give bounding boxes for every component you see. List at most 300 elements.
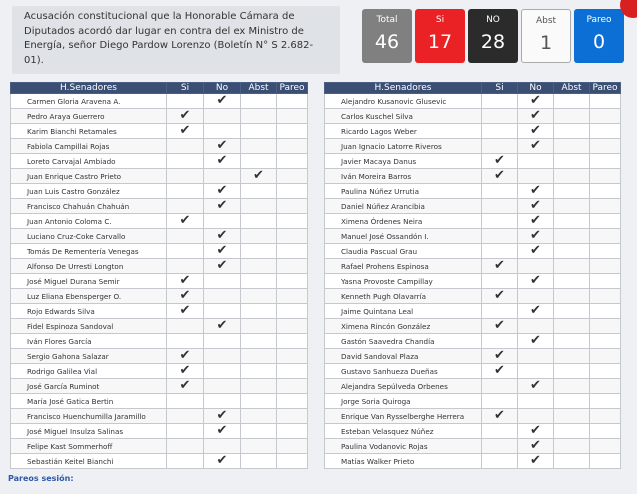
vote-cell-abst bbox=[554, 124, 590, 139]
vote-cell-no bbox=[518, 214, 554, 229]
vote-cell-pareo bbox=[277, 244, 308, 259]
vote-cell-si bbox=[482, 349, 518, 364]
vote-cell-pareo bbox=[590, 394, 621, 409]
check-icon: ✔ bbox=[494, 363, 505, 378]
vote-cell-abst bbox=[241, 409, 277, 424]
tally-pareo-label: Pareo bbox=[586, 15, 612, 25]
vote-cell-no bbox=[204, 154, 241, 169]
senator-name: David Sandoval Plaza bbox=[325, 349, 482, 364]
vote-cell-pareo bbox=[277, 394, 308, 409]
senator-name: Sebastián Keitel Bianchi bbox=[11, 454, 167, 469]
senator-name: Javier Macaya Danus bbox=[325, 154, 482, 169]
senator-name: Paulina Vodanovic Rojas bbox=[325, 439, 482, 454]
tally-abst-value: 1 bbox=[539, 32, 553, 54]
col-no: No bbox=[204, 83, 241, 94]
vote-cell-no bbox=[204, 124, 241, 139]
vote-cell-no bbox=[204, 214, 241, 229]
vote-cell-no bbox=[204, 439, 241, 454]
vote-cell-pareo bbox=[277, 439, 308, 454]
check-icon: ✔ bbox=[530, 198, 541, 213]
table-row bbox=[11, 124, 308, 139]
vote-cell-si bbox=[482, 364, 518, 379]
vote-cell-si bbox=[167, 259, 204, 274]
vote-cell-no bbox=[204, 94, 241, 109]
table-header-row bbox=[325, 83, 621, 94]
vote-cell-abst bbox=[241, 199, 277, 214]
vote-cell-no bbox=[204, 289, 241, 304]
senator-name: Alfonso De Urresti Longton bbox=[11, 259, 167, 274]
senator-name: Ximena Rincón González bbox=[325, 319, 482, 334]
vote-cell-pareo bbox=[590, 124, 621, 139]
vote-cell-pareo bbox=[590, 379, 621, 394]
vote-cell-abst bbox=[554, 304, 590, 319]
table-row bbox=[325, 304, 621, 319]
vote-cell-pareo bbox=[277, 199, 308, 214]
vote-cell-no bbox=[518, 154, 554, 169]
vote-cell-abst bbox=[554, 259, 590, 274]
vote-cell-abst bbox=[554, 244, 590, 259]
col-pareo: Pareo bbox=[590, 83, 621, 94]
check-icon: ✔ bbox=[494, 153, 505, 168]
check-icon: ✔ bbox=[179, 288, 191, 303]
vote-cell-si bbox=[167, 274, 204, 289]
vote-cell-no bbox=[204, 244, 241, 259]
vote-cell-abst bbox=[241, 424, 277, 439]
check-icon: ✔ bbox=[530, 243, 541, 258]
table-row bbox=[11, 109, 308, 124]
vote-cell-no bbox=[204, 424, 241, 439]
vote-cell-no bbox=[518, 379, 554, 394]
check-icon: ✔ bbox=[216, 153, 228, 168]
vote-cell-no bbox=[518, 394, 554, 409]
senator-name: Enrique Van Rysselberghe Herrera bbox=[325, 409, 482, 424]
vote-cell-abst bbox=[554, 319, 590, 334]
vote-cell-si bbox=[167, 379, 204, 394]
check-icon: ✔ bbox=[530, 273, 541, 288]
vote-cell-no bbox=[204, 139, 241, 154]
vote-cell-si bbox=[482, 124, 518, 139]
senator-name: Ricardo Lagos Weber bbox=[325, 124, 482, 139]
vote-cell-pareo bbox=[590, 109, 621, 124]
vote-cell-si bbox=[482, 379, 518, 394]
vote-cell-si bbox=[482, 139, 518, 154]
senator-name: Matías Walker Prieto bbox=[325, 454, 482, 469]
check-icon: ✔ bbox=[494, 168, 505, 183]
senator-name: Tomás De Rementería Venegas bbox=[11, 244, 167, 259]
col-no: No bbox=[518, 83, 554, 94]
senator-name: Ximena Órdenes Neira bbox=[325, 214, 482, 229]
table-row bbox=[325, 394, 621, 409]
vote-cell-si bbox=[482, 319, 518, 334]
vote-cell-no bbox=[518, 124, 554, 139]
table-row bbox=[325, 439, 621, 454]
senator-name: Rafael Prohens Espinosa bbox=[325, 259, 482, 274]
col-abst: Abst bbox=[554, 83, 590, 94]
check-icon: ✔ bbox=[530, 228, 541, 243]
vote-cell-abst bbox=[554, 214, 590, 229]
vote-cell-si bbox=[482, 289, 518, 304]
vote-cell-no bbox=[518, 289, 554, 304]
vote-cell-abst bbox=[241, 94, 277, 109]
check-icon: ✔ bbox=[216, 93, 228, 108]
vote-cell-abst bbox=[241, 334, 277, 349]
table-header-row bbox=[11, 83, 308, 94]
senator-name: Felipe Kast Sommerhoff bbox=[11, 439, 167, 454]
table-row bbox=[11, 379, 308, 394]
vote-cell-si bbox=[482, 409, 518, 424]
senator-name: José García Ruminot bbox=[11, 379, 167, 394]
check-icon: ✔ bbox=[530, 123, 541, 138]
table-row bbox=[11, 184, 308, 199]
senator-name: Sergio Gahona Salazar bbox=[11, 349, 167, 364]
vote-cell-abst bbox=[241, 379, 277, 394]
table-row bbox=[325, 154, 621, 169]
table-row bbox=[11, 199, 308, 214]
vote-cell-abst bbox=[554, 349, 590, 364]
vote-cell-no bbox=[518, 94, 554, 109]
table-row bbox=[11, 304, 308, 319]
vote-cell-pareo bbox=[277, 409, 308, 424]
table-row bbox=[325, 139, 621, 154]
senator-name: Juan Antonio Coloma C. bbox=[11, 214, 167, 229]
motion-description: Acusación constitucional que la Honorable Cámara de Diputados acordó dar lugar en contra del ex Ministro de Energía, señor Diego Pardow Lorenzo (Boletín N° S 2.682-01). bbox=[12, 6, 340, 74]
senator-name: Carlos Kuschel Silva bbox=[325, 109, 482, 124]
check-icon: ✔ bbox=[216, 423, 228, 438]
vote-cell-no bbox=[204, 229, 241, 244]
table-row bbox=[325, 364, 621, 379]
vote-cell-no bbox=[518, 364, 554, 379]
tally-si-label: Si bbox=[435, 15, 445, 25]
vote-cell-pareo bbox=[277, 184, 308, 199]
vote-cell-si bbox=[482, 94, 518, 109]
vote-cell-si bbox=[167, 94, 204, 109]
vote-cell-no bbox=[204, 364, 241, 379]
table-row bbox=[11, 349, 308, 364]
vote-cell-si bbox=[482, 109, 518, 124]
vote-cell-si bbox=[167, 424, 204, 439]
vote-cell-pareo bbox=[590, 319, 621, 334]
vote-cell-si bbox=[482, 259, 518, 274]
vote-cell-pareo bbox=[277, 229, 308, 244]
vote-cell-no bbox=[518, 109, 554, 124]
table-row bbox=[11, 259, 308, 274]
vote-cell-pareo bbox=[277, 319, 308, 334]
vote-cell-abst bbox=[241, 139, 277, 154]
vote-cell-pareo bbox=[277, 304, 308, 319]
vote-cell-si bbox=[167, 304, 204, 319]
check-icon: ✔ bbox=[179, 363, 191, 378]
senator-name: Yasna Provoste Campillay bbox=[325, 274, 482, 289]
vote-cell-pareo bbox=[277, 109, 308, 124]
senator-name: Luciano Cruz-Coke Carvallo bbox=[11, 229, 167, 244]
vote-cell-no bbox=[204, 319, 241, 334]
vote-cell-abst bbox=[554, 199, 590, 214]
senator-name: José Miguel Insulza Salinas bbox=[11, 424, 167, 439]
check-icon: ✔ bbox=[216, 243, 228, 258]
vote-cell-pareo bbox=[590, 184, 621, 199]
vote-cell-si bbox=[167, 124, 204, 139]
check-icon: ✔ bbox=[530, 303, 541, 318]
table-row bbox=[11, 394, 308, 409]
vote-cell-pareo bbox=[590, 439, 621, 454]
vote-cell-si bbox=[482, 439, 518, 454]
check-icon: ✔ bbox=[530, 183, 541, 198]
vote-cell-si bbox=[167, 349, 204, 364]
vote-cell-si bbox=[167, 409, 204, 424]
senator-name: Daniel Núñez Arancibia bbox=[325, 199, 482, 214]
table-row bbox=[325, 229, 621, 244]
table-row bbox=[11, 274, 308, 289]
senator-name: Rojo Edwards Silva bbox=[11, 304, 167, 319]
vote-cell-abst bbox=[554, 109, 590, 124]
senator-name: Alejandra Sepúlveda Orbenes bbox=[325, 379, 482, 394]
vote-cell-abst bbox=[554, 229, 590, 244]
vote-cell-si bbox=[482, 334, 518, 349]
vote-cell-abst bbox=[241, 229, 277, 244]
col-abst: Abst bbox=[241, 83, 277, 94]
table-row bbox=[325, 319, 621, 334]
vote-cell-abst bbox=[241, 259, 277, 274]
senators-table-left bbox=[10, 82, 308, 469]
vote-cell-abst bbox=[241, 154, 277, 169]
vote-cell-no bbox=[518, 439, 554, 454]
senator-name: Alejandro Kusanovic Glusevic bbox=[325, 94, 482, 109]
vote-cell-pareo bbox=[590, 244, 621, 259]
table-row bbox=[11, 364, 308, 379]
col-pareo: Pareo bbox=[277, 83, 308, 94]
check-icon: ✔ bbox=[494, 408, 505, 423]
senator-name: José Miguel Durana Semir bbox=[11, 274, 167, 289]
table-row bbox=[325, 94, 621, 109]
vote-cell-si bbox=[482, 454, 518, 469]
vote-cell-abst bbox=[241, 319, 277, 334]
senator-name: Loreto Carvajal Ambiado bbox=[11, 154, 167, 169]
table-row bbox=[11, 94, 308, 109]
vote-cell-si bbox=[167, 154, 204, 169]
vote-cell-abst bbox=[554, 154, 590, 169]
table-row bbox=[325, 199, 621, 214]
vote-cell-si bbox=[482, 274, 518, 289]
vote-cell-si bbox=[482, 169, 518, 184]
senator-name: Pedro Araya Guerrero bbox=[11, 109, 167, 124]
senator-name: Gastón Saavedra Chandía bbox=[325, 334, 482, 349]
tally-no-value: 28 bbox=[480, 31, 506, 53]
vote-cell-si bbox=[167, 439, 204, 454]
table-row bbox=[11, 214, 308, 229]
vote-cell-pareo bbox=[590, 349, 621, 364]
table-row bbox=[325, 379, 621, 394]
pareos-session-label: Pareos sesión: bbox=[8, 474, 74, 483]
vote-cell-si bbox=[167, 184, 204, 199]
vote-cell-pareo bbox=[590, 289, 621, 304]
check-icon: ✔ bbox=[494, 348, 505, 363]
tally-no-label: NO bbox=[486, 15, 500, 25]
table-row bbox=[325, 424, 621, 439]
check-icon: ✔ bbox=[530, 213, 541, 228]
vote-cell-pareo bbox=[277, 214, 308, 229]
vote-cell-no bbox=[518, 184, 554, 199]
vote-cell-si bbox=[167, 319, 204, 334]
vote-cell-pareo bbox=[590, 199, 621, 214]
vote-cell-pareo bbox=[590, 274, 621, 289]
vote-cell-pareo bbox=[590, 169, 621, 184]
check-icon: ✔ bbox=[216, 183, 228, 198]
check-icon: ✔ bbox=[179, 303, 191, 318]
vote-cell-pareo bbox=[277, 169, 308, 184]
vote-cell-pareo bbox=[277, 139, 308, 154]
vote-cell-abst bbox=[241, 304, 277, 319]
senator-name: Francisco Huenchumilla Jaramillo bbox=[11, 409, 167, 424]
senator-name: Karim Bianchi Retamales bbox=[11, 124, 167, 139]
vote-cell-pareo bbox=[277, 454, 308, 469]
senator-name: Rodrigo Galilea Vial bbox=[11, 364, 167, 379]
senator-name: Iván Flores García bbox=[11, 334, 167, 349]
vote-cell-abst bbox=[554, 424, 590, 439]
table-row bbox=[11, 319, 308, 334]
vote-cell-pareo bbox=[590, 409, 621, 424]
check-icon: ✔ bbox=[179, 213, 191, 228]
check-icon: ✔ bbox=[530, 423, 541, 438]
vote-cell-si bbox=[167, 334, 204, 349]
vote-cell-no bbox=[518, 244, 554, 259]
table-row bbox=[11, 289, 308, 304]
vote-cell-pareo bbox=[277, 364, 308, 379]
senator-name: Fabiola Campillai Rojas bbox=[11, 139, 167, 154]
vote-cell-pareo bbox=[590, 424, 621, 439]
senator-name: Francisco Chahuán Chahuán bbox=[11, 199, 167, 214]
vote-cell-no bbox=[204, 349, 241, 364]
vote-cell-si bbox=[167, 364, 204, 379]
table-row bbox=[325, 409, 621, 424]
senator-name: Claudia Pascual Grau bbox=[325, 244, 482, 259]
senator-name: Jaime Quintana Leal bbox=[325, 304, 482, 319]
vote-cell-no bbox=[518, 274, 554, 289]
col-senators: H.Senadores bbox=[11, 83, 167, 94]
vote-cell-no bbox=[518, 229, 554, 244]
vote-cell-pareo bbox=[277, 94, 308, 109]
vote-cell-no bbox=[518, 349, 554, 364]
vote-cell-no bbox=[518, 409, 554, 424]
table-row bbox=[325, 274, 621, 289]
vote-cell-pareo bbox=[277, 259, 308, 274]
vote-cell-si bbox=[167, 169, 204, 184]
vote-cell-no bbox=[204, 184, 241, 199]
check-icon: ✔ bbox=[216, 453, 228, 468]
table-row bbox=[325, 124, 621, 139]
table-row bbox=[11, 139, 308, 154]
vote-cell-si bbox=[482, 214, 518, 229]
tally-no bbox=[468, 9, 518, 63]
vote-cell-abst bbox=[554, 94, 590, 109]
vote-cell-abst bbox=[554, 274, 590, 289]
vote-cell-si bbox=[482, 244, 518, 259]
vote-cell-pareo bbox=[277, 124, 308, 139]
senator-name: Paulina Núñez Urrutia bbox=[325, 184, 482, 199]
vote-cell-si bbox=[167, 139, 204, 154]
vote-cell-si bbox=[167, 394, 204, 409]
check-icon: ✔ bbox=[530, 333, 541, 348]
table-row bbox=[325, 289, 621, 304]
senator-name: Gustavo Sanhueza Dueñas bbox=[325, 364, 482, 379]
vote-cell-abst bbox=[241, 274, 277, 289]
vote-cell-pareo bbox=[590, 154, 621, 169]
vote-cell-no bbox=[204, 259, 241, 274]
vote-cell-abst bbox=[554, 394, 590, 409]
vote-cell-pareo bbox=[277, 379, 308, 394]
vote-cell-abst bbox=[241, 454, 277, 469]
vote-cell-abst bbox=[554, 289, 590, 304]
senator-name: Luz Eliana Ebensperger O. bbox=[11, 289, 167, 304]
vote-cell-pareo bbox=[590, 139, 621, 154]
table-row bbox=[11, 169, 308, 184]
vote-cell-pareo bbox=[277, 334, 308, 349]
tally-pareo-value: 0 bbox=[592, 31, 606, 53]
vote-cell-pareo bbox=[590, 214, 621, 229]
vote-cell-no bbox=[204, 199, 241, 214]
vote-cell-si bbox=[167, 289, 204, 304]
vote-cell-no bbox=[518, 319, 554, 334]
check-icon: ✔ bbox=[216, 198, 228, 213]
vote-cell-no bbox=[518, 334, 554, 349]
vote-cell-abst bbox=[554, 454, 590, 469]
vote-cell-no bbox=[204, 394, 241, 409]
check-icon: ✔ bbox=[179, 123, 191, 138]
tally-pareo bbox=[574, 9, 624, 63]
table-row bbox=[11, 244, 308, 259]
table-row bbox=[11, 154, 308, 169]
tally-abst bbox=[521, 9, 571, 63]
vote-cell-pareo bbox=[277, 289, 308, 304]
senator-name: Juan Enrique Castro Prieto bbox=[11, 169, 167, 184]
check-icon: ✔ bbox=[530, 108, 541, 123]
tally-total bbox=[362, 9, 412, 63]
vote-cell-no bbox=[518, 139, 554, 154]
check-icon: ✔ bbox=[216, 318, 228, 333]
vote-cell-pareo bbox=[590, 304, 621, 319]
vote-cell-no bbox=[204, 334, 241, 349]
vote-cell-abst bbox=[241, 214, 277, 229]
vote-cell-abst bbox=[241, 349, 277, 364]
tally-total-label: Total bbox=[376, 15, 398, 25]
vote-cell-abst bbox=[241, 169, 277, 184]
check-icon: ✔ bbox=[216, 228, 228, 243]
vote-cell-abst bbox=[241, 394, 277, 409]
tally-total-value: 46 bbox=[374, 31, 400, 53]
senator-name: Jorge Soria Quiroga bbox=[325, 394, 482, 409]
vote-cell-no bbox=[518, 424, 554, 439]
senator-name: Juan Luis Castro González bbox=[11, 184, 167, 199]
vote-cell-si bbox=[482, 394, 518, 409]
vote-cell-pareo bbox=[590, 259, 621, 274]
check-icon: ✔ bbox=[530, 438, 541, 453]
table-row bbox=[11, 229, 308, 244]
vote-cell-abst bbox=[241, 184, 277, 199]
check-icon: ✔ bbox=[179, 108, 191, 123]
check-icon: ✔ bbox=[179, 378, 191, 393]
check-icon: ✔ bbox=[530, 453, 541, 468]
vote-cell-abst bbox=[554, 439, 590, 454]
tally-abst-label: Abst bbox=[535, 16, 557, 26]
vote-cell-pareo bbox=[277, 349, 308, 364]
vote-cell-si bbox=[167, 244, 204, 259]
vote-cell-si bbox=[482, 424, 518, 439]
vote-cell-no bbox=[204, 304, 241, 319]
senator-name: Fidel Espinoza Sandoval bbox=[11, 319, 167, 334]
senator-name: Carmen Gloria Aravena A. bbox=[11, 94, 167, 109]
vote-cell-no bbox=[204, 274, 241, 289]
check-icon: ✔ bbox=[494, 288, 505, 303]
senator-name: Iván Moreira Barros bbox=[325, 169, 482, 184]
